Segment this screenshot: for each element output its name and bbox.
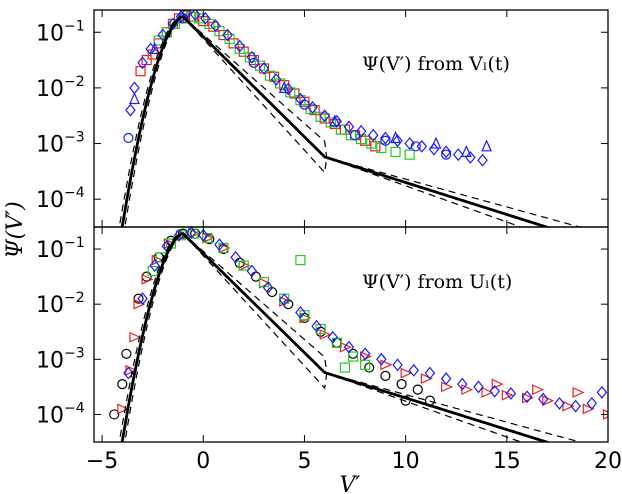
x-tick-label: 0 xyxy=(196,449,211,474)
data-point-blue-triangle xyxy=(482,141,491,151)
data-point-black-circle xyxy=(413,385,422,394)
bottom-panel-fit-curves xyxy=(94,234,608,494)
data-point-green-square xyxy=(391,147,400,156)
data-point-red-triangle-right xyxy=(533,385,543,394)
x-tick-label: −5 xyxy=(85,449,119,474)
top-fit-curve xyxy=(94,17,608,426)
data-point-blue-diamond xyxy=(466,152,475,163)
data-point-blue-diamond xyxy=(130,82,139,93)
top-panel-annotation: Ψ(V′) from Vₗ(t) xyxy=(362,53,510,75)
data-point-black-circle xyxy=(122,349,131,358)
x-tick-label: 10 xyxy=(391,449,420,474)
data-point-black-circle xyxy=(397,380,406,389)
x-axis-label: V′ xyxy=(339,473,361,494)
bottom-y-tick-label: $10^{-2}$ xyxy=(36,290,85,319)
data-point-blue-circle xyxy=(124,133,133,142)
top-panel-frame xyxy=(94,10,608,227)
bottom-panel-annotation: Ψ(V′) from Uₗ(t) xyxy=(362,271,513,293)
bottom-y-tick-label: $10^{-3}$ xyxy=(36,345,85,374)
data-point-red-triangle-right xyxy=(381,360,391,369)
y-axis-label: Ψ(V′) xyxy=(3,201,28,259)
bottom-y-tick-label: $10^{-4}$ xyxy=(36,400,85,429)
data-point-black-circle xyxy=(300,313,309,322)
x-tick-label: 15 xyxy=(492,449,521,474)
data-point-blue-triangle xyxy=(130,94,139,104)
x-axis-ticks xyxy=(86,449,622,474)
data-point-blue-diamond xyxy=(409,365,418,376)
data-point-green-square xyxy=(340,363,349,372)
bottom-panel-y-ticks xyxy=(36,227,608,442)
data-point-red-triangle-right xyxy=(573,388,583,397)
top-y-tick-label: $10^{-2}$ xyxy=(36,73,85,102)
data-point-green-square xyxy=(296,256,305,265)
bottom-panel xyxy=(36,227,614,494)
data-point-blue-diamond xyxy=(478,155,487,166)
bottom-panel-markers xyxy=(110,227,614,419)
data-point-blue-diamond xyxy=(597,387,606,398)
data-point-blue-diamond xyxy=(126,105,135,116)
top-panel xyxy=(36,7,608,450)
top-panel-markers xyxy=(124,7,491,165)
x-tick-label: 20 xyxy=(594,449,622,474)
bottom-upper-bound-curve xyxy=(94,234,608,494)
data-point-black-circle xyxy=(381,371,390,380)
bottom-lower-bound-curve xyxy=(94,234,608,494)
data-point-green-square xyxy=(405,150,414,159)
x-tick-label: 5 xyxy=(297,449,312,474)
bottom-y-tick-label: $10^{-1}$ xyxy=(36,235,85,264)
top-lower-bound-curve xyxy=(94,17,608,451)
bottom-panel-frame xyxy=(94,227,608,442)
bottom-fit-curve xyxy=(94,234,608,494)
data-point-red-triangle-right xyxy=(462,385,472,394)
data-point-red-square xyxy=(136,67,145,76)
data-point-black-circle xyxy=(118,380,127,389)
data-point-blue-diamond xyxy=(454,149,463,160)
top-panel-fit-curves xyxy=(94,17,608,451)
top-y-tick-label: $10^{-4}$ xyxy=(36,185,85,214)
top-y-tick-label: $10^{-1}$ xyxy=(36,18,85,47)
top-y-tick-label: $10^{-3}$ xyxy=(36,129,85,158)
data-point-blue-diamond xyxy=(429,144,438,155)
